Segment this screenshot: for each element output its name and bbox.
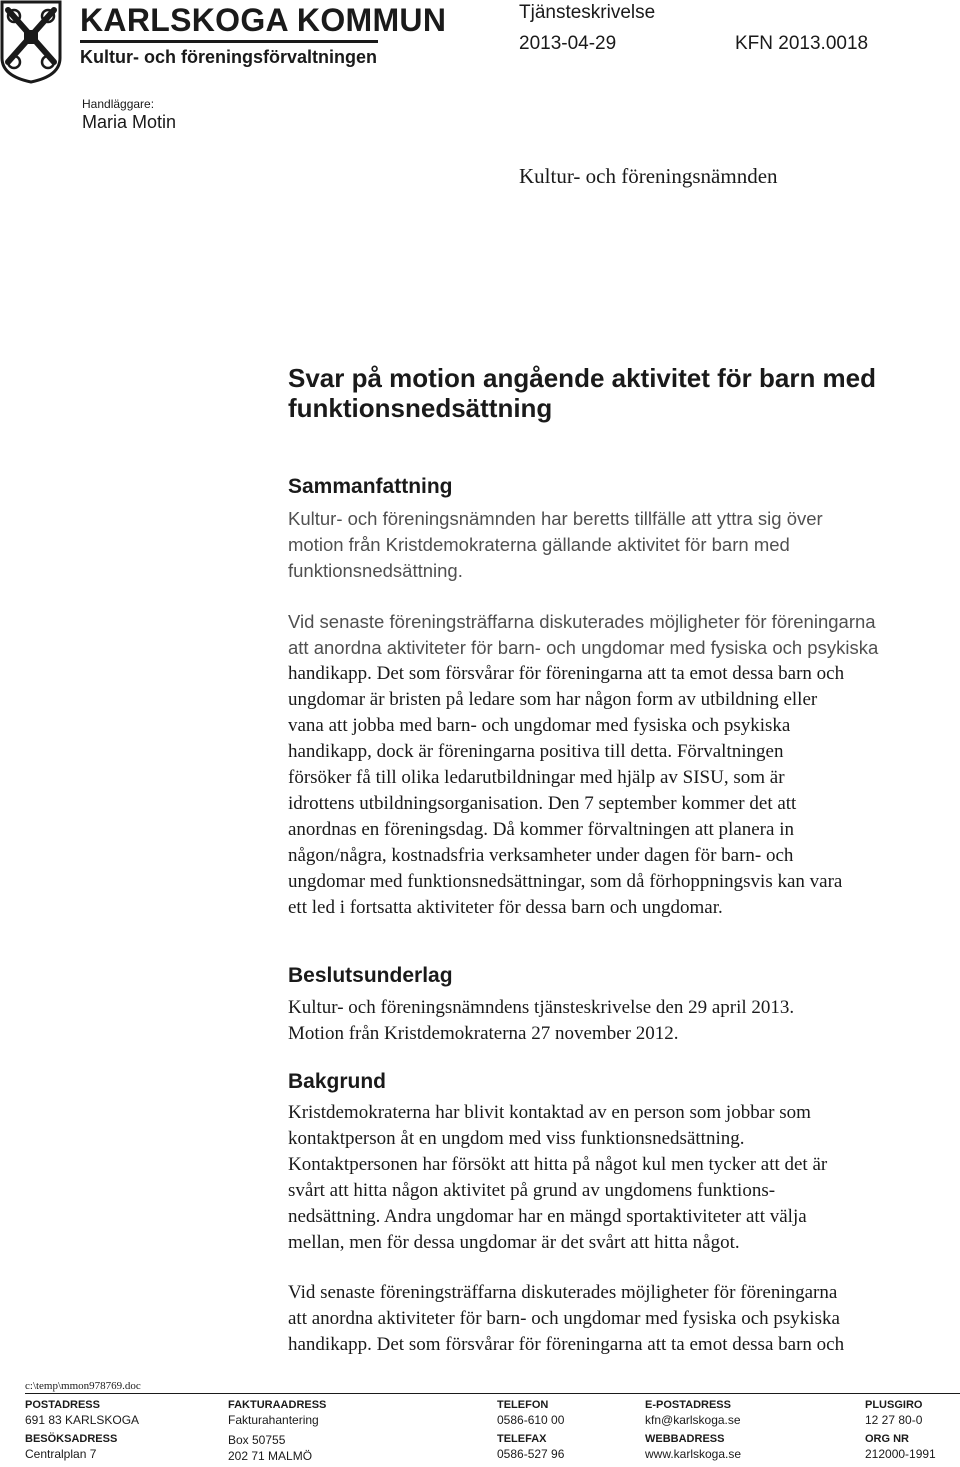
text-line: handikapp. Det som försvårar för föreningarna att ta emot dessa barn och <box>288 1334 845 1355</box>
text-line: Vid senaste föreningsträffarna diskuterades möjligheter för föreningarna <box>288 1282 838 1303</box>
footer-label: POSTADRESS <box>25 1399 100 1411</box>
text-line: funktionsnedsättning. <box>288 560 463 581</box>
footer-phone-column <box>497 1399 564 1461</box>
text-line: Kontaktpersonen har försökt att hitta på något kul men tycker att det är <box>288 1154 828 1175</box>
recipient: Kultur- och föreningsnämnden <box>519 164 778 188</box>
footer-value: Fakturahantering <box>228 1413 319 1427</box>
text-line: att anordna aktiviteter för barn- och ungdomar med fysiska och psykiska <box>288 637 879 658</box>
text-line: nedsättning. Andra ungdomar har en mängd sportaktiviteter att välja <box>288 1206 807 1227</box>
document-type: Tjänsteskrivelse <box>519 2 656 23</box>
department-name: Kultur- och föreningsförvaltningen <box>80 47 377 67</box>
text-line: Kultur- och föreningsnämnden har beretts tillfälle att yttra sig över <box>288 508 823 529</box>
footer-value: 202 71 MALMÖ <box>228 1449 313 1463</box>
org-name: KARLSKOGA KOMMUN <box>80 2 447 38</box>
text-line: någon/några, kostnadsfria verksamheter under dagen för barn- och <box>288 845 794 866</box>
text-line: att anordna aktiviteter för barn- och ungdomar med fysiska och psykiska <box>288 1308 840 1329</box>
text-line: Kultur- och föreningsnämndens tjänsteskrivelse den 29 april 2013. <box>288 997 795 1018</box>
summary-heading: Sammanfattning <box>288 475 453 498</box>
footer-postal-column <box>25 1399 139 1461</box>
text-line: handikapp, dock är föreningarna positiva till detta. Förvaltningen <box>288 741 784 762</box>
footer-value: 0586-610 00 <box>497 1413 565 1427</box>
text-line: idrottens utbildningsorganisation. Den 7 september kommer det att <box>288 793 797 814</box>
text-line: ett led i fortsatta aktiviteter för dessa barn och ungdomar. <box>288 897 723 918</box>
document-date: 2013-04-29 <box>519 33 617 54</box>
background-body <box>288 1100 948 1256</box>
footer-value: 691 83 KARLSKOGA <box>25 1413 140 1427</box>
summary-body <box>288 609 948 921</box>
basis-heading: Beslutsunderlag <box>288 964 453 987</box>
footer-email-column <box>645 1399 741 1461</box>
footer-value: 212000-1991 <box>865 1447 936 1461</box>
page-title <box>288 363 928 423</box>
title-line: funktionsnedsättning <box>288 393 553 423</box>
footer-value: Centralplan 7 <box>25 1447 97 1461</box>
text-line: Vid senaste föreningsträffarna diskuterades möjligheter för föreningarna <box>288 611 876 632</box>
handler-name: Maria Motin <box>82 112 177 132</box>
coat-of-arms-logo <box>0 0 62 84</box>
footer-label: FAKTURAADRESS <box>228 1399 327 1411</box>
text-line: vana att jobba med barn- och ungdomar med fysiska och psykiska <box>288 715 791 736</box>
basis-body <box>288 995 948 1047</box>
footer-giro-column <box>865 1399 936 1461</box>
footer-label: TELEFAX <box>497 1433 547 1445</box>
footer-web-link[interactable]: www.karlskoga.se <box>645 1447 742 1461</box>
text-line: svårt att hitta någon aktivitet på grund av ungdomens funktions- <box>288 1180 776 1201</box>
logo-divider <box>80 40 378 43</box>
footer-divider <box>25 1393 960 1394</box>
footer-label: WEBBADRESS <box>645 1433 725 1445</box>
text-line: Motion från Kristdemokraterna 27 november 2012. <box>288 1023 679 1044</box>
footer-label: ORG NR <box>865 1433 909 1445</box>
text-line: Kristdemokraterna har blivit kontaktad av en person som jobbar som <box>288 1102 811 1123</box>
footer-email-link[interactable]: kfn@karlskoga.se <box>645 1413 741 1427</box>
summary-intro <box>288 506 948 584</box>
text-line: ungdomar är bristen på ledare som har någon form av utbildning eller <box>288 689 818 710</box>
text-line: handikapp. Det som försvårar för föreningarna att ta emot dessa barn och <box>288 663 845 684</box>
text-line: mellan, men för dessa ungdomar är det svårt att hitta något. <box>288 1232 740 1253</box>
text-line: motion från Kristdemokraterna gällande aktivitet för barn med <box>288 534 790 555</box>
title-line: Svar på motion angående aktivitet för barn med <box>288 363 877 393</box>
footer-value: 0586-527 96 <box>497 1447 565 1461</box>
footer-label: PLUSGIRO <box>865 1399 923 1411</box>
document-number: KFN 2013.0018 <box>735 33 869 54</box>
footer-invoice-column <box>228 1399 326 1463</box>
background-heading: Bakgrund <box>288 1070 387 1093</box>
footer-label: BESÖKSADRESS <box>25 1433 118 1445</box>
background-continued <box>288 1280 948 1358</box>
footer-value: Box 50755 <box>228 1433 286 1447</box>
handler-label: Handläggare: <box>82 97 155 111</box>
footer-label: TELEFON <box>497 1399 549 1411</box>
text-line: anordnas en föreningsdag. Då kommer förvaltningen att planera in <box>288 819 794 840</box>
text-line: ungdomar med funktionsnedsättningar, som då förhoppningsvis kan vara <box>288 871 843 892</box>
text-line: försöker få till olika ledarutbildningar med hjälp av SISU, som är <box>288 767 785 788</box>
file-path: c:\temp\mmon978769.doc <box>25 1380 141 1392</box>
footer-value: 12 27 80-0 <box>865 1413 923 1427</box>
text-line: kontaktperson åt en ungdom med viss funktionsnedsättning. <box>288 1128 745 1149</box>
footer-label: E-POSTADRESS <box>645 1399 731 1411</box>
